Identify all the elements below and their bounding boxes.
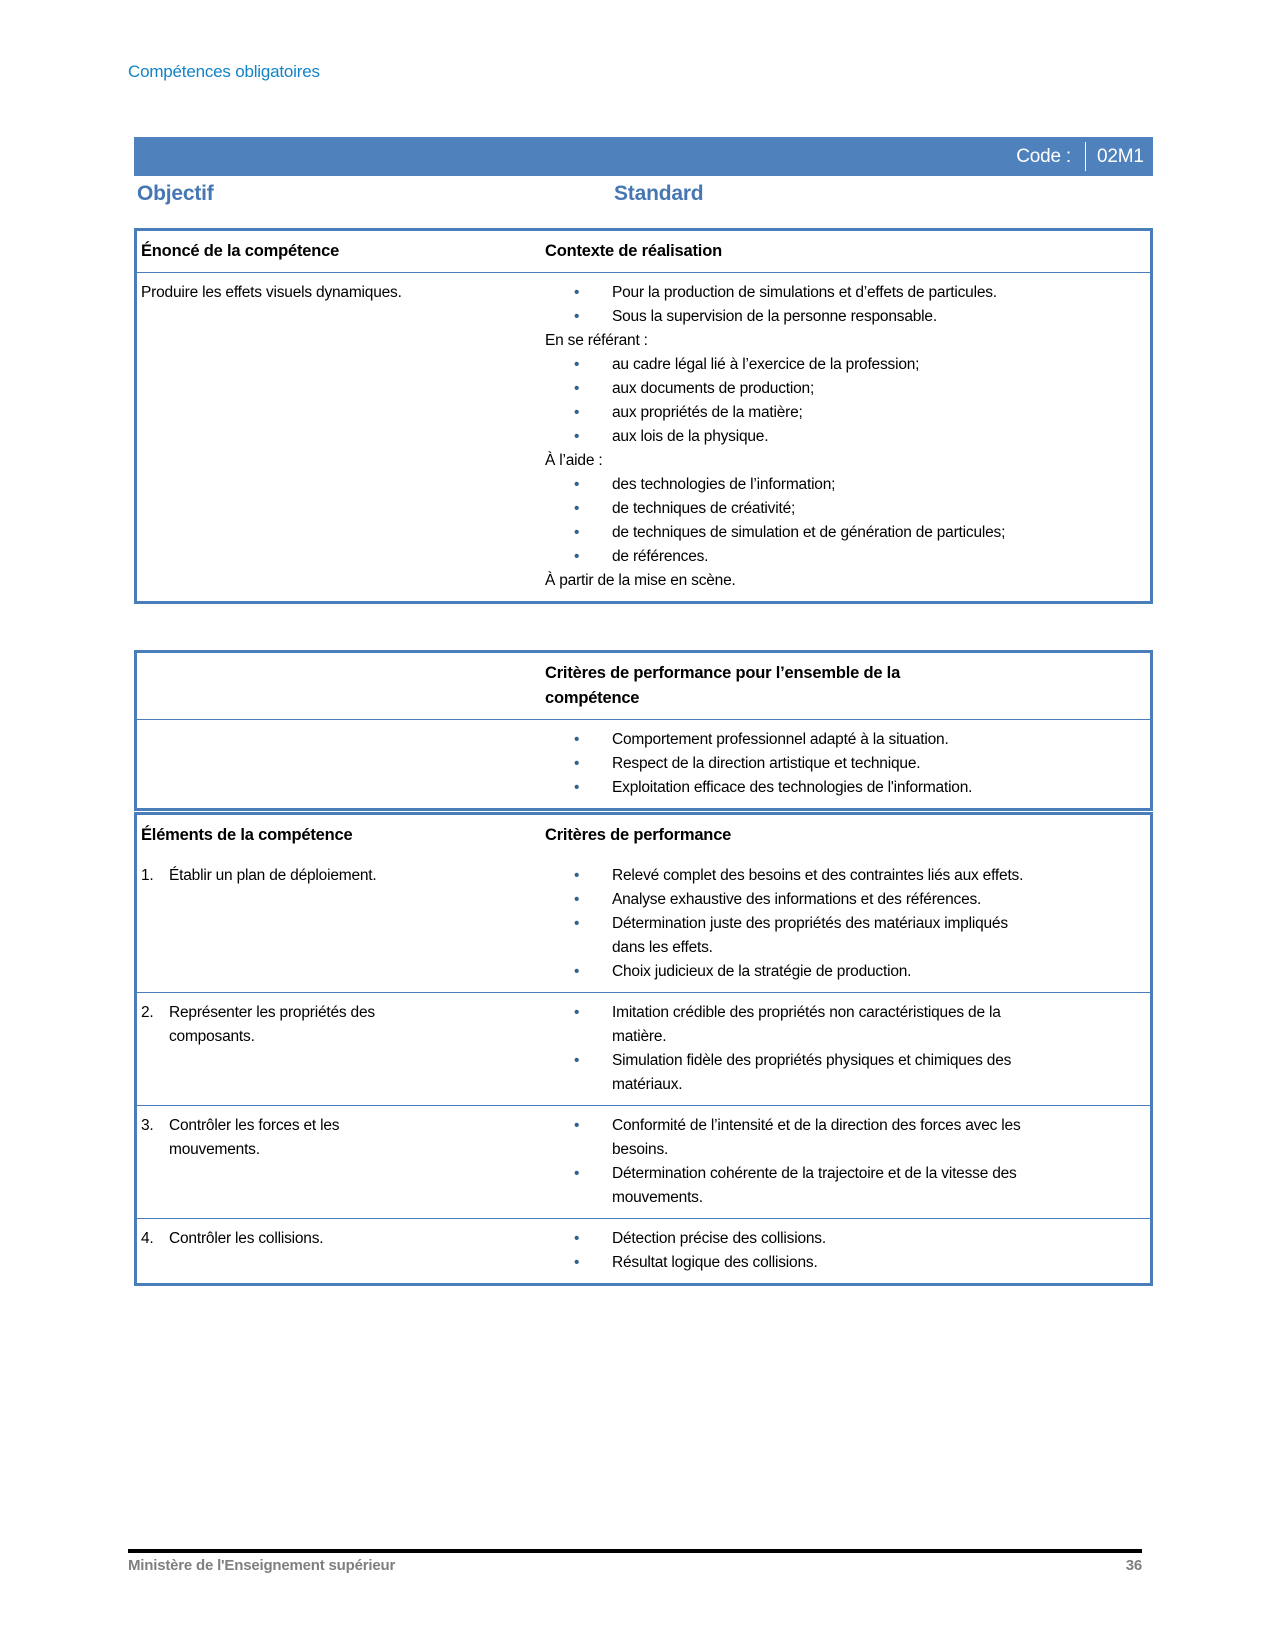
criteria-line	[545, 1251, 1142, 1275]
criteria-line	[545, 912, 1142, 960]
contexte-line	[545, 449, 1142, 473]
contexte-line	[545, 401, 1142, 425]
contexte-line-text: de références.	[612, 548, 709, 565]
contexte-line-text: Sous la supervision de la personne responsable.	[612, 308, 937, 325]
bullet-icon: •	[574, 380, 580, 397]
critere-line-text: Respect de la direction artistique et technique.	[612, 755, 921, 772]
contexte-line	[545, 305, 1142, 329]
contexte-line	[545, 473, 1142, 497]
criteria-line-text: Choix judicieux de la stratégie de production.	[612, 963, 912, 980]
contexte-line-text: À l’aide :	[545, 452, 603, 469]
critere-line	[545, 776, 1142, 800]
contexte-line	[545, 425, 1142, 449]
criteria-line-text: Résultat logique des collisions.	[612, 1254, 818, 1271]
element-text: Contrôler les collisions.	[169, 1230, 324, 1247]
enonce-cell	[137, 273, 545, 601]
critere-line-text: Exploitation efficace des technologies de l'information.	[612, 779, 973, 796]
bullet-icon: •	[574, 1052, 580, 1069]
bullet-icon: •	[574, 915, 580, 932]
bullet-icon: •	[574, 963, 580, 980]
bullet-icon: •	[574, 548, 580, 565]
bullet-icon: •	[574, 284, 580, 301]
elements-rows	[137, 856, 1150, 1283]
contexte-line	[545, 281, 1142, 305]
code-value: 02M1	[1097, 145, 1144, 167]
criteria-cell	[545, 1106, 1150, 1218]
bullet-icon: •	[574, 524, 580, 541]
element-cell	[137, 1219, 545, 1283]
element-cell	[137, 993, 545, 1105]
criteria-line	[545, 1227, 1142, 1251]
criteria-line-text: Analyse exhaustive des informations et des références.	[612, 891, 982, 908]
criteria-cell	[545, 1219, 1150, 1283]
contexte-header: Contexte de réalisation	[545, 242, 722, 260]
bullet-icon: •	[574, 1165, 580, 1182]
element-number: 4.	[141, 1230, 154, 1247]
bullet-icon: •	[574, 755, 580, 772]
empty-cell	[137, 720, 545, 808]
enonce-text: Produire les effets visuels dynamiques.	[141, 284, 402, 301]
bullet-icon: •	[574, 404, 580, 421]
page-number: 36	[1125, 1557, 1142, 1574]
table-header-row	[137, 653, 1150, 719]
criteres-ensemble-table	[134, 650, 1153, 811]
enonce-contexte-table	[134, 228, 1153, 604]
critere-line	[545, 752, 1142, 776]
table-body-row	[137, 272, 1150, 601]
critere-line	[545, 728, 1142, 752]
element-cell	[137, 1106, 545, 1218]
bullet-icon: •	[574, 891, 580, 908]
footer-rule	[128, 1549, 1142, 1553]
criteria-cell	[545, 993, 1150, 1105]
criteria-line	[545, 1049, 1142, 1097]
criteres-ensemble-header: Critères de performance pour l’ensemble de la compétence	[545, 664, 901, 707]
contexte-line-text: aux lois de la physique.	[612, 428, 769, 445]
element-number: 2.	[141, 1004, 154, 1021]
bullet-icon: •	[574, 731, 580, 748]
contexte-line-text: au cadre légal lié à l’exercice de la profession;	[612, 356, 920, 373]
criteres-ensemble-cell	[545, 720, 1150, 808]
contexte-line	[545, 497, 1142, 521]
element-cell	[137, 856, 545, 992]
criteria-line-text: Détection précise des collisions.	[612, 1230, 826, 1247]
critere-line-text: Comportement professionnel adapté à la situation.	[612, 731, 949, 748]
code-label: Code :	[1016, 145, 1071, 167]
contexte-line	[545, 569, 1142, 593]
bullet-icon: •	[574, 1117, 580, 1134]
criteria-line-text: Imitation crédible des propriétés non caractéristiques de la matière.	[612, 1004, 1001, 1045]
element-row	[137, 1105, 1150, 1218]
enonce-header: Énoncé de la compétence	[141, 242, 340, 260]
table-body-row	[137, 719, 1150, 808]
criteria-line-text: Détermination juste des propriétés des matériaux impliqués dans les effets.	[612, 915, 1008, 956]
element-numbered-line	[141, 1114, 539, 1162]
contexte-line-text: de techniques de créativité;	[612, 500, 796, 517]
contexte-cell	[545, 273, 1150, 601]
contexte-line-text: En se référant :	[545, 332, 648, 349]
contexte-line-text: aux documents de production;	[612, 380, 815, 397]
bullet-icon: •	[574, 1254, 580, 1271]
element-text: Établir un plan de déploiement.	[169, 867, 377, 884]
bullet-icon: •	[574, 500, 580, 517]
document-category-label: Compétences obligatoires	[128, 62, 320, 81]
contexte-line-text: des technologies de l’information;	[612, 476, 836, 493]
bullet-icon: •	[574, 308, 580, 325]
empty-header-cell	[137, 653, 545, 719]
ministry-name: Ministère de l'Enseignement supérieur	[128, 1557, 396, 1574]
criteres-ensemble-header-cell	[545, 653, 1150, 719]
contexte-line-text: aux propriétés de la matière;	[612, 404, 803, 421]
element-numbered-line	[141, 864, 539, 888]
criteria-line	[545, 1001, 1142, 1049]
criteria-line	[545, 888, 1142, 912]
criteria-cell	[545, 856, 1150, 992]
element-numbered-line	[141, 1227, 539, 1251]
criteria-line-text: Détermination cohérente de la trajectoire et de la vitesse des mouvements.	[612, 1165, 1017, 1206]
element-text: Représenter les propriétés des composants.	[169, 1004, 375, 1045]
elements-criteres-table	[134, 812, 1153, 1286]
element-number: 1.	[141, 867, 154, 884]
bullet-icon: •	[574, 779, 580, 796]
criteria-line	[545, 960, 1142, 984]
criteres-header: Critères de performance	[545, 826, 732, 844]
objectif-title: Objectif	[137, 182, 214, 205]
contexte-line-text: de techniques de simulation et de génération de particules;	[612, 524, 1006, 541]
table-header-row	[137, 815, 1150, 856]
contexte-line-text: À partir de la mise en scène.	[545, 572, 736, 589]
bullet-icon: •	[574, 1004, 580, 1021]
table-header-row	[137, 231, 1150, 272]
contexte-line	[545, 377, 1142, 401]
standard-title: Standard	[614, 182, 704, 205]
bullet-icon: •	[574, 476, 580, 493]
bullet-icon: •	[574, 1230, 580, 1247]
element-row	[137, 856, 1150, 992]
bullet-icon: •	[574, 428, 580, 445]
contexte-line	[545, 521, 1142, 545]
contexte-line	[545, 545, 1142, 569]
code-banner	[134, 137, 1153, 176]
bullet-icon: •	[574, 867, 580, 884]
criteria-line	[545, 1114, 1142, 1162]
bullet-icon: •	[574, 356, 580, 373]
criteria-line-text: Simulation fidèle des propriétés physiques et chimiques des matériaux.	[612, 1052, 1012, 1093]
element-text: Contrôler les forces et les mouvements.	[169, 1117, 340, 1158]
contexte-line-text: Pour la production de simulations et d’effets de particules.	[612, 284, 997, 301]
elements-header: Éléments de la compétence	[141, 826, 353, 844]
contexte-line	[545, 353, 1142, 377]
criteria-line	[545, 1162, 1142, 1210]
criteria-line	[545, 864, 1142, 888]
element-numbered-line	[141, 1001, 539, 1049]
contexte-line	[545, 329, 1142, 353]
criteria-line-text: Relevé complet des besoins et des contraintes liés aux effets.	[612, 867, 1024, 884]
element-number: 3.	[141, 1117, 154, 1134]
element-row	[137, 1218, 1150, 1283]
criteria-line-text: Conformité de l’intensité et de la direction des forces avec les besoins.	[612, 1117, 1021, 1158]
page-footer	[128, 1557, 1142, 1574]
element-row	[137, 992, 1150, 1105]
